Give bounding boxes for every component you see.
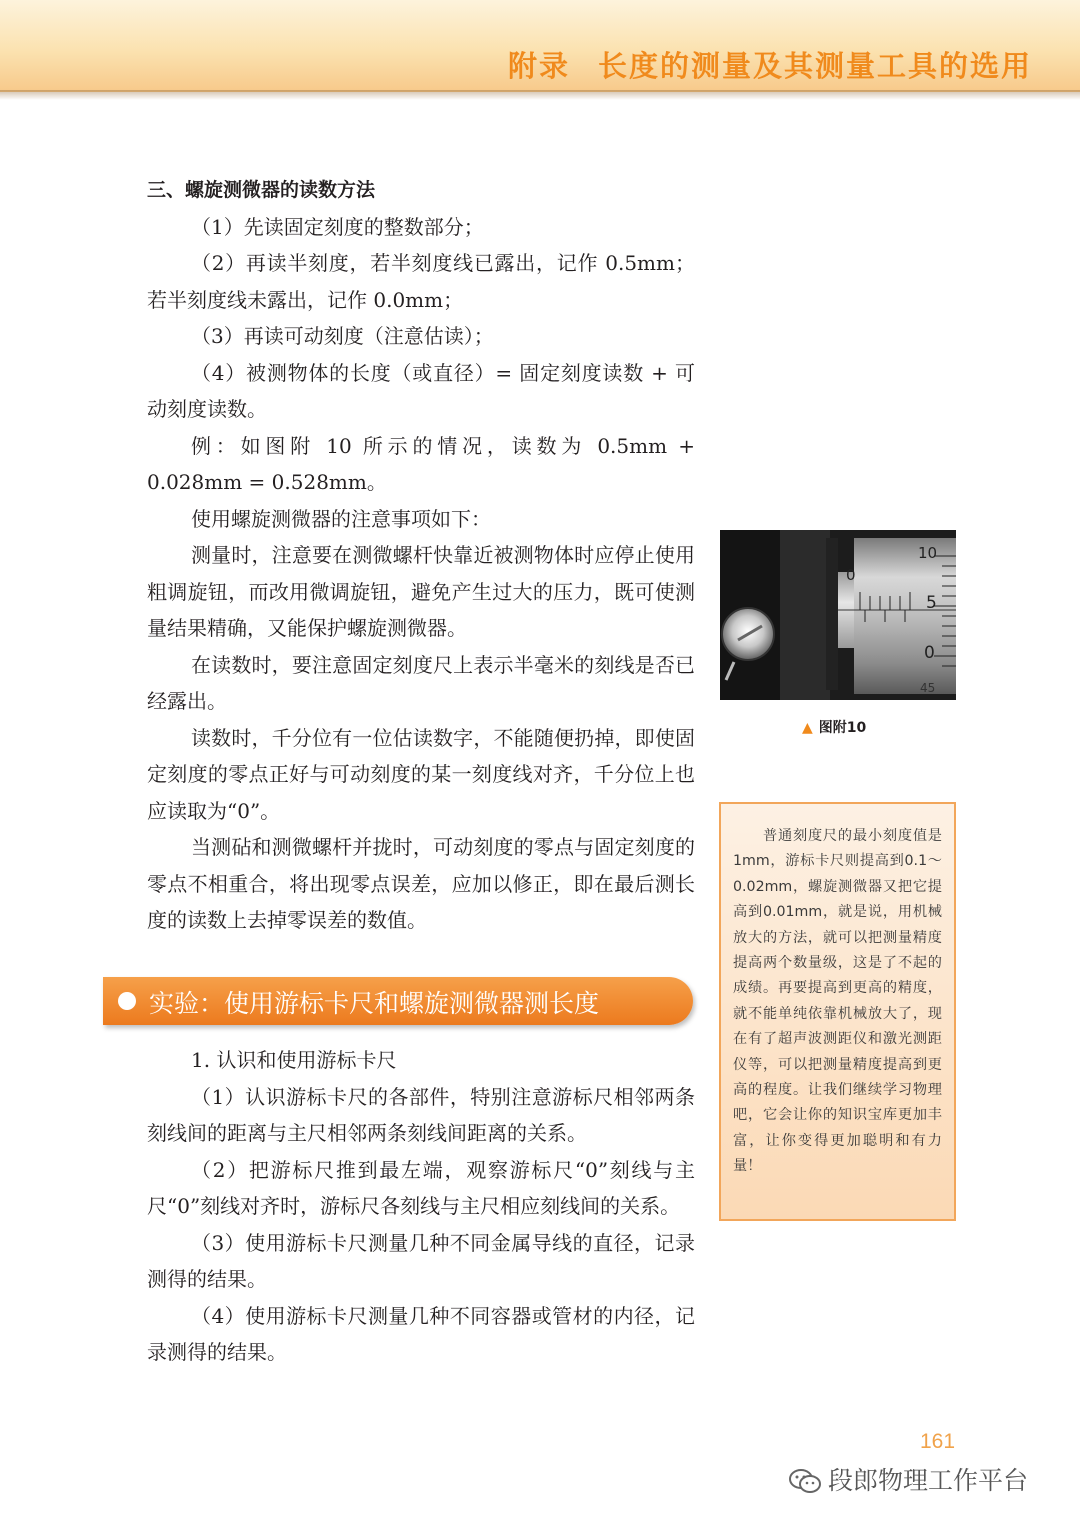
banner-title: 实验：使用游标卡尺和螺旋测微器测长度 bbox=[149, 989, 600, 1018]
page-number: 161 bbox=[920, 1430, 956, 1453]
paragraph: （2）把游标尺推到最左端，观察游标尺“0”刻线与主尺“0”刻线对齐时，游标尺各刻线与主尺相应刻线间的关系。 bbox=[147, 1157, 695, 1218]
paragraph: 在读数时，要注意固定刻度尺上表示半毫米的刻线是否已经露出。 bbox=[147, 652, 695, 713]
chapter-title bbox=[508, 44, 1032, 85]
paragraph: 读数时，千分位有一位估读数字，不能随便扔掉，即使固定刻度的零点正好与可动刻度的某一刻度线对齐，千分位上也应读取为“0”。 bbox=[147, 725, 695, 823]
experiment-banner bbox=[103, 977, 693, 1025]
scale-label: 0 bbox=[924, 643, 935, 663]
paragraph: （4）使用游标卡尺测量几种不同容器或管材的内径，记录测得的结果。 bbox=[147, 1303, 695, 1364]
paragraph: 当测砧和测微螺杆并拢时，可动刻度的零点与固定刻度的零点不相重合，将出现零点误差，应加以修正，即在最后测长度的读数上去掉零误差的数值。 bbox=[147, 835, 695, 932]
side-note-box bbox=[719, 802, 956, 1221]
note-text: 普通刻度尺的最小刻度值是1mm，游标卡尺则提高到0.1～0.02mm，螺旋测微器又把它提高到0.01mm，就是说，用机械放大的方法，就可以把测量精度提高两个数量级，这是了不起的成绩。再要提高到更高的精度，就不能单纯依靠机械放大了，现在有了超声波测距仪和激光测距仪等，可以把测量精度提高到更高的程度。让我们继续学习物理吧，它会让你的知识宝库更加丰富，让你变得更加聪明和有力量！ bbox=[733, 828, 942, 1175]
caption-text: 图附10 bbox=[818, 720, 867, 736]
paragraph: （1）认识游标卡尺的各部件，特别注意游标尺相邻两条刻线间的距离与主尺相邻两条刻线间距离的关系。 bbox=[147, 1084, 695, 1145]
paragraph: 使用螺旋测微器的注意事项如下： bbox=[191, 506, 491, 531]
header-shadow bbox=[0, 90, 1080, 100]
section-heading: 三、螺旋测微器的读数方法 bbox=[147, 179, 376, 201]
paragraph: 例：如图附 10 所示的情况，读数为 0.5mm + 0.028mm = 0.528mm。 bbox=[147, 433, 695, 494]
micrometer-image bbox=[720, 530, 956, 700]
scale-label: 45 bbox=[920, 681, 936, 695]
watermark-text: 段郎物理工作平台 bbox=[828, 1466, 1029, 1495]
chat-bubble-icon bbox=[788, 1467, 822, 1495]
watermark bbox=[788, 1461, 1028, 1497]
paragraph: 1. 认识和使用游标卡尺 bbox=[191, 1048, 397, 1072]
micrometer-photo bbox=[720, 530, 956, 700]
experiment-section bbox=[147, 1042, 695, 1371]
bullet-icon bbox=[118, 992, 136, 1010]
paragraph: （4）被测物体的长度（或直径）= 固定刻度读数 + 可动刻度读数。 bbox=[147, 360, 695, 421]
scale-label: 0 bbox=[846, 566, 856, 584]
scale-label: 5 bbox=[926, 593, 937, 613]
scale-label: 10 bbox=[918, 544, 938, 562]
paragraph: （2）再读半刻度，若半刻度线已露出，记作 0.5mm；若半刻度线未露出，记作 0.0mm； bbox=[147, 251, 695, 312]
triangle-icon: ▲ bbox=[802, 720, 813, 736]
paragraph: 测量时，注意要在测微螺杆快靠近被测物体时应停止使用粗调旋钮，而改用微调旋钮，避免产生过大的压力，既可使测量结果精确，又能保护螺旋测微器。 bbox=[147, 543, 695, 640]
paragraph: （1）先读固定刻度的整数部分； bbox=[191, 214, 484, 239]
chapter-part: 附录 bbox=[507, 49, 570, 83]
chapter-name: 长度的测量及其测量工具的选用 bbox=[597, 49, 1032, 83]
paragraph: （3）再读可动刻度（注意估读）； bbox=[191, 324, 494, 348]
reading-method-section bbox=[147, 172, 695, 939]
figure-caption bbox=[802, 717, 866, 737]
paragraph: （3）使用游标卡尺测量几种不同金属导线的直径，记录测得的结果。 bbox=[147, 1230, 695, 1291]
